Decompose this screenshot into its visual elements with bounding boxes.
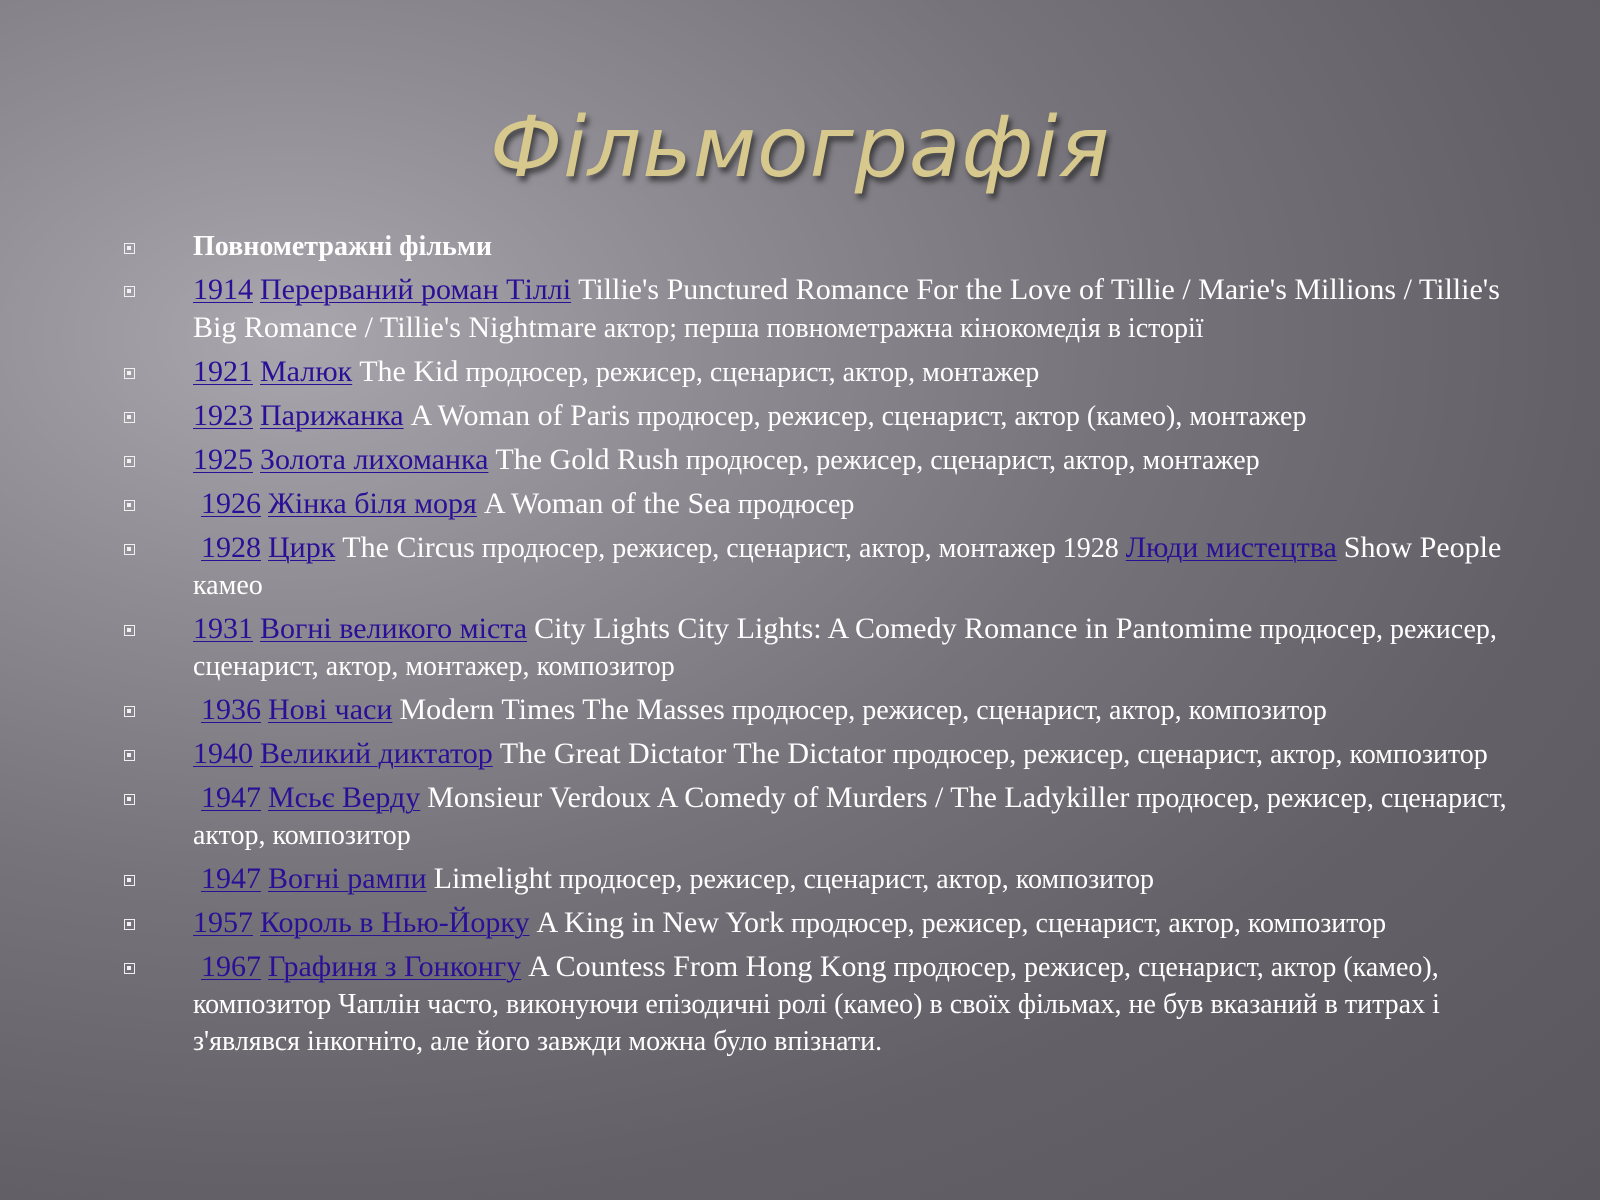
list-item [0,397,1600,435]
square-bullet-icon [124,500,135,511]
list-item [0,228,1600,265]
english-title: The Kid [359,355,459,388]
list-item [0,529,1600,604]
roles-text: продюсер, режисер, сценарист, актор, композитор [193,783,1507,851]
square-bullet-icon [124,286,135,297]
film-link[interactable]: Золота лихоманка [260,443,489,476]
roles-text: продюсер, режисер, сценарист, актор, композитор [892,739,1488,770]
year-link[interactable]: 1936 [201,693,261,726]
year-link[interactable]: 1914 [193,273,253,306]
year-link[interactable]: 1921 [193,355,253,388]
film-link[interactable]: Жінка біля моря [268,487,477,520]
film-link[interactable]: Король в Нью-Йорку [260,906,530,939]
square-bullet-icon [124,456,135,467]
film-link[interactable]: Великий диктатор [260,737,493,770]
year-link[interactable]: 1926 [201,487,261,520]
list-item [0,779,1600,854]
film-link[interactable]: Вогні рампи [268,862,427,895]
square-bullet-icon [124,706,135,717]
list-item [0,691,1600,729]
english-title: A Woman of the Sea [483,487,731,520]
square-bullet-icon [124,875,135,886]
english-title: Limelight [433,862,552,895]
film-link[interactable]: Графиня з Гонконгу [268,950,522,983]
year-link[interactable]: 1967 [201,950,261,983]
film-link[interactable]: Перерваний роман Тіллі [260,273,572,306]
roles-text: продюсер, режисер, сценарист, актор, монтажер, композитор [193,614,1497,682]
roles-text: продюсер, режисер, сценарист, актор, монтажер 1928 [481,533,1119,564]
square-bullet-icon [124,625,135,636]
square-bullet-icon [124,794,135,805]
square-bullet-icon [124,963,135,974]
english-title: A Woman of Paris [410,399,631,432]
roles-text-2: камео [193,570,263,601]
english-title: Tillie's Punctured Romance For the Love of Tillie / Marie's Millions / Tillie's Big Romance / Tillie's Nightmare [193,273,1500,344]
film-link[interactable]: Вогні великого міста [260,612,528,645]
year-link[interactable]: 1928 [201,531,261,564]
english-title: A King in New York [536,906,785,939]
list-item [0,948,1600,1060]
roles-text: продюсер, режисер, сценарист, актор (камео), композитор Чаплін часто, виконуючи епізодичні ролі (камео) в своїх фільмах, не був вказаний в титрах і з'являвся інкогніто, але його завжди можна було впізнати. [193,952,1440,1057]
slide-title: Фільмографія [489,98,1111,196]
year-link[interactable]: 1947 [201,862,261,895]
film-link[interactable]: Нові часи [268,693,393,726]
year-link[interactable]: 1940 [193,737,253,770]
square-bullet-icon [124,368,135,379]
year-link[interactable]: 1931 [193,612,253,645]
list-item [0,485,1600,523]
english-title: Modern Times The Masses [399,693,725,726]
list-item [0,441,1600,479]
roles-text: продюсер, режисер, сценарист, актор, композитор [731,695,1327,726]
roles-text: актор; перша повнометражна кінокомедія в історії [603,313,1204,344]
english-title: The Circus [342,531,475,564]
section-heading: Повнометражні фільми [193,231,493,262]
square-bullet-icon [124,243,135,254]
year-link[interactable]: 1957 [193,906,253,939]
square-bullet-icon [124,750,135,761]
roles-text: продюсер, режисер, сценарист, актор, монтажер [685,445,1260,476]
list-item [0,271,1600,347]
square-bullet-icon [124,412,135,423]
list-item [0,860,1600,898]
roles-text: продюсер, режисер, сценарист, актор, композитор [791,908,1387,939]
list-item [0,353,1600,391]
filmography-list [0,228,1600,1066]
english-title: A Countess From Hong Kong [528,950,887,983]
year-link[interactable]: 1923 [193,399,253,432]
roles-text: продюсер [737,489,855,520]
english-title-2: Show People [1343,531,1502,564]
square-bullet-icon [124,544,135,555]
film-link[interactable]: Парижанка [260,399,404,432]
roles-text: продюсер, режисер, сценарист, актор, композитор [558,864,1155,895]
list-item [0,735,1600,773]
english-title: The Gold Rush [495,443,679,476]
year-link[interactable]: 1925 [193,443,253,476]
film-link-2[interactable]: Люди мистецтва [1125,531,1337,564]
year-link[interactable]: 1947 [201,781,261,814]
film-link[interactable]: Цирк [268,531,336,564]
english-title: The Great Dictator The Dictator [499,737,886,770]
film-link[interactable]: Малюк [260,355,353,388]
square-bullet-icon [124,919,135,930]
list-item [0,904,1600,942]
roles-text: продюсер, режисер, сценарист, актор (камео), монтажер [637,401,1307,432]
english-title: Monsieur Verdoux A Comedy of Murders / The Ladykiller [427,781,1130,814]
film-link[interactable]: Мсьє Верду [268,781,421,814]
roles-text: продюсер, режисер, сценарист, актор, монтажер [465,357,1040,388]
english-title: City Lights City Lights: A Comedy Romance in Pantomime [534,612,1253,645]
list-item [0,610,1600,685]
